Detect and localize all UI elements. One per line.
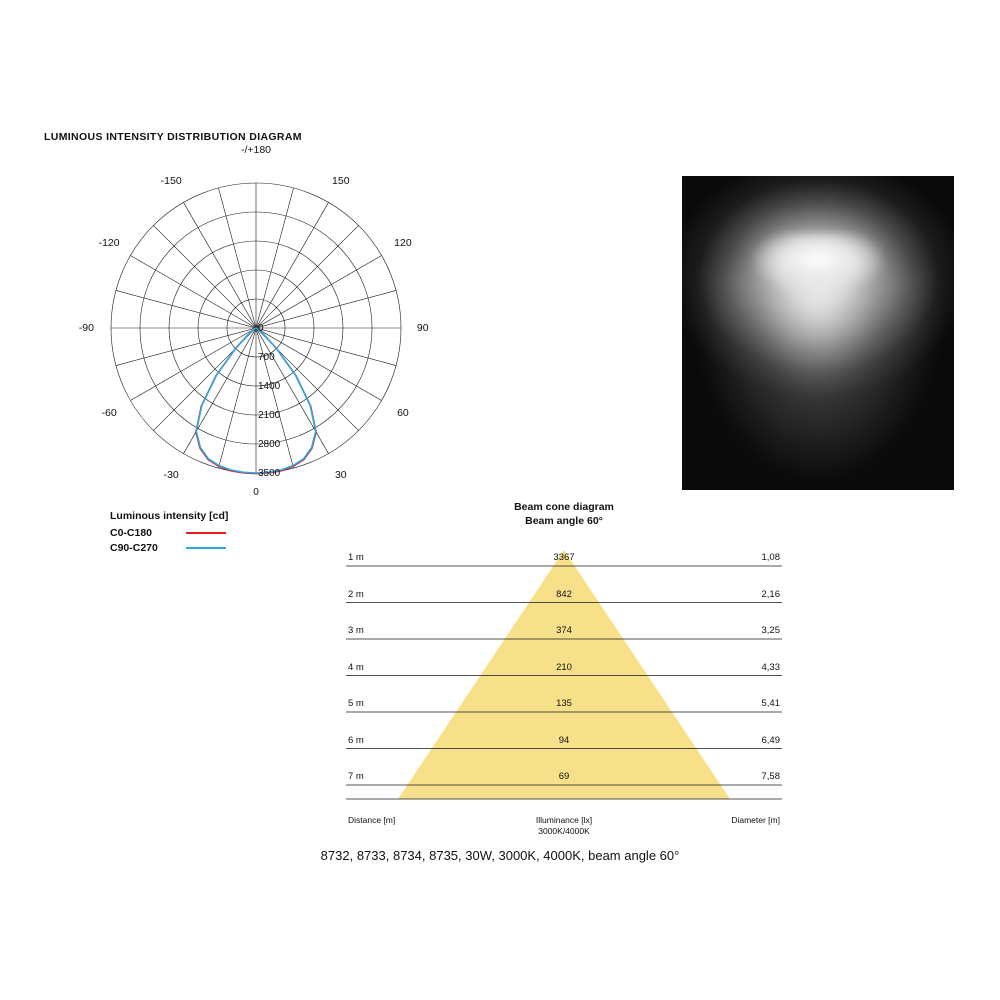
beam-cone-illuminance: 135 <box>556 698 572 709</box>
beam-cone-diameter: 2,16 <box>761 588 780 600</box>
beam-cone-illuminance: 374 <box>556 625 572 636</box>
polar-angle-label: -/+180 <box>240 144 272 156</box>
polar-center-label: 0 <box>258 323 264 334</box>
beam-cone-header-illuminance <box>346 815 782 837</box>
beam-cone-footer <box>346 815 782 839</box>
beam-cone-distance: 1 m <box>348 552 364 563</box>
legend-title: Luminous intensity [cd] <box>110 510 229 522</box>
beam-cone-header-illuminance-line2: 3000K/4000K <box>538 826 590 836</box>
beam-cone-distance: 5 m <box>348 698 364 709</box>
legend <box>110 510 228 555</box>
polar-angle-label: -60 <box>101 406 117 419</box>
beam-cone-distance: 2 m <box>348 588 364 600</box>
polar-angle-label: 120 <box>394 237 412 250</box>
beam-photo <box>682 176 954 490</box>
polar-angle-label: 150 <box>332 175 350 188</box>
beam-cone-row <box>346 623 782 641</box>
polar-angle-label: 90 <box>416 322 429 334</box>
beam-cone-illuminance: 842 <box>556 588 572 600</box>
beam-cone-diameter: 7,58 <box>761 771 780 782</box>
beam-cone-diameter: 5,41 <box>761 698 780 709</box>
beam-glow-core <box>753 233 883 293</box>
beam-cone-diameter: 3,25 <box>761 625 780 636</box>
polar-angle-label: -120 <box>98 237 120 250</box>
beam-cone-title-line2: Beam angle 60° <box>525 515 603 527</box>
legend-swatch-c0-c180 <box>186 532 226 534</box>
beam-cone-illuminance: 94 <box>558 734 570 746</box>
polar-angle-label: 30 <box>334 468 347 481</box>
polar-radial-label: 2100 <box>258 410 281 421</box>
polar-diagram-svg <box>60 160 480 520</box>
beam-glow-spill <box>698 270 938 480</box>
polar-radial-label: 1400 <box>258 381 281 392</box>
legend-item-c0-c180 <box>110 525 228 540</box>
beam-cone-row <box>346 660 782 678</box>
beam-cone-distance: 4 m <box>348 661 364 673</box>
polar-angle-label: 60 <box>397 406 409 419</box>
page-title: LUMINOUS INTENSITY DISTRIBUTION DIAGRAM <box>44 131 302 143</box>
beam-cone-rows <box>346 548 782 833</box>
beam-cone-header-illuminance-line1: Illuminance [lx] <box>535 815 593 825</box>
polar-radial-label: 2800 <box>258 439 281 450</box>
figure-caption: 8732, 8733, 8734, 8735, 30W, 3000K, 4000K, beam angle 60° <box>320 848 680 863</box>
legend-swatch-c90-c270 <box>186 547 226 549</box>
beam-cone-header-distance: Distance [m] <box>348 815 396 825</box>
polar-angle-label: -150 <box>160 175 182 188</box>
polar-radial-label: 700 <box>258 352 275 363</box>
beam-cone-distance: 6 m <box>348 734 364 746</box>
legend-label-c90-c270: C90-C270 <box>110 541 158 554</box>
polar-bottom-label: 0 <box>253 487 259 498</box>
polar-radial-label: 3500 <box>258 468 281 479</box>
beam-cone-row <box>346 550 782 568</box>
beam-cone-row <box>346 587 782 605</box>
beam-cone-title <box>346 500 782 528</box>
polar-angle-label: -90 <box>78 322 94 334</box>
legend-item-c90-c270 <box>110 540 228 555</box>
beam-cone-title-line1: Beam cone diagram <box>514 501 614 513</box>
beam-cone-diameter: 6,49 <box>761 734 780 746</box>
beam-cone-illuminance: 3367 <box>553 552 575 563</box>
legend-label-c0-c180: C0-C180 <box>110 526 153 539</box>
beam-cone-row <box>346 733 782 751</box>
beam-cone-diameter: 4,33 <box>761 661 780 673</box>
beam-cone-row <box>346 769 782 787</box>
polar-diagram <box>60 144 480 520</box>
beam-cone-illuminance: 210 <box>556 661 572 673</box>
beam-cone-distance: 7 m <box>348 771 364 782</box>
beam-cone-diameter: 1,08 <box>761 552 780 563</box>
beam-cone-row <box>346 696 782 714</box>
beam-cone-header-diameter: Diameter [m] <box>731 815 780 825</box>
beam-cone-illuminance: 69 <box>558 771 570 782</box>
polar-angle-label: -30 <box>163 468 179 481</box>
beam-cone-distance: 3 m <box>348 625 364 636</box>
beam-cone-diagram <box>346 548 782 833</box>
